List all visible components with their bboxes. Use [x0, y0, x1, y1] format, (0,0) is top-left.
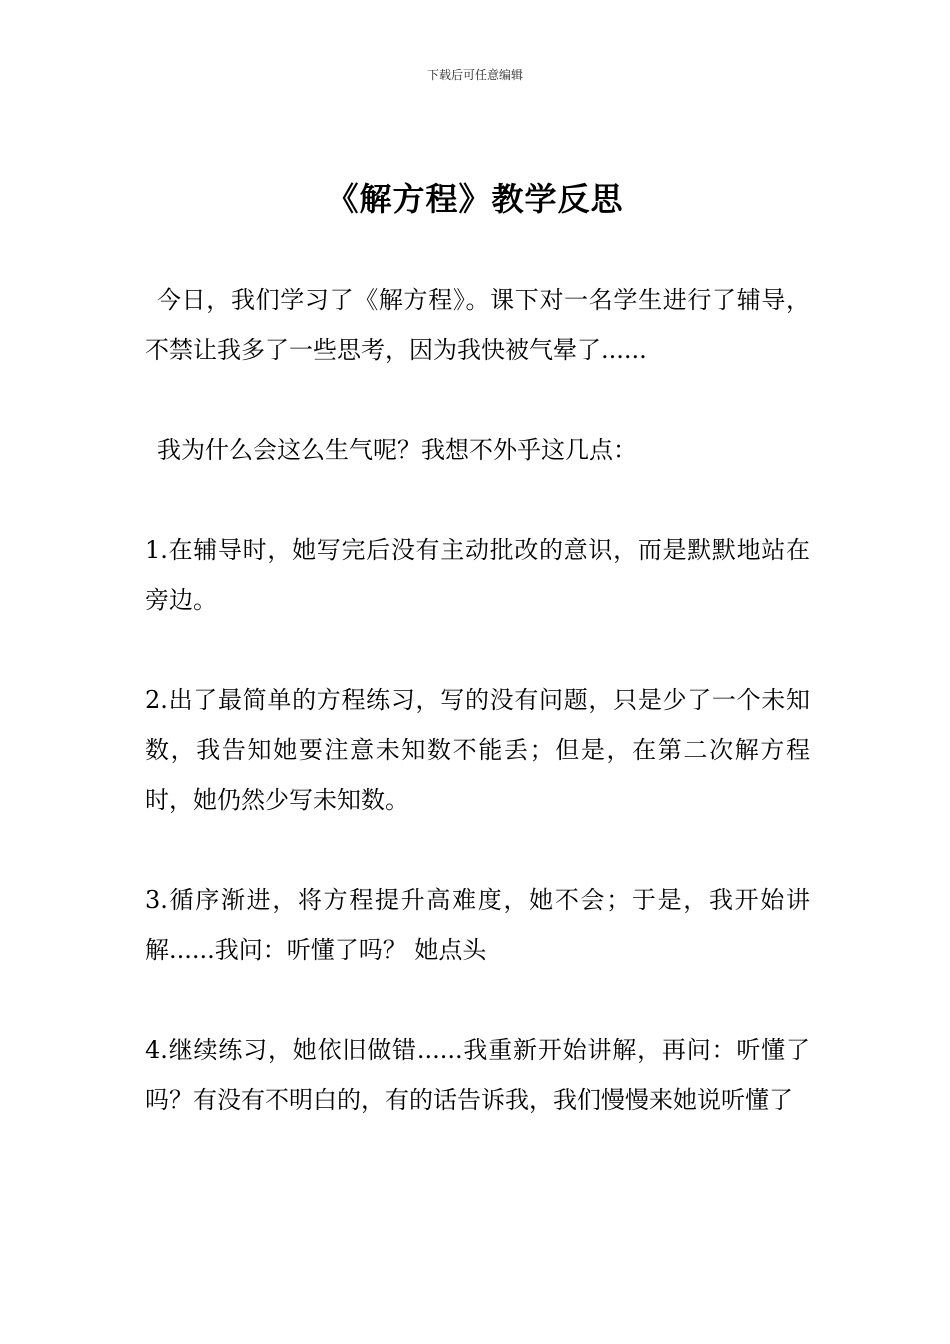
document-title: 《解方程》教学反思 [326, 180, 624, 218]
paragraph-question: 我为什么会这么生气呢？我想不外乎这几点： [157, 436, 637, 464]
paragraph-point-3: 3.循序渐进，将方程提升高难度，她不会；于是，我开始讲解......我问：听懂了吗？ 她点头 [145, 886, 810, 964]
paragraph-point-2: 2.出了最简单的方程练习，写的没有问题，只是少了一个未知数，我告知她要注意未知数不能丢；但是，在第二次解方程时，她仍然少写未知数。 [145, 686, 810, 814]
header-note: 下载后可任意编辑 [426, 68, 523, 82]
document-body [145, 275, 810, 1175]
paragraph-point-4: 4.继续练习，她依旧做错......我重新开始讲解，再问：听懂了吗？有没有不明白的，有的话告诉我，我们慢慢来她说听懂了 [145, 1036, 810, 1114]
paragraph-intro: 今日，我们学习了《解方程》。课下对一名学生进行了辅导，不禁让我多了一些思考，因为我快被气晕了...... [145, 286, 810, 364]
paragraph-point-1: 1.在辅导时，她写完后没有主动批改的意识，而是默默地站在旁边。 [145, 536, 810, 614]
